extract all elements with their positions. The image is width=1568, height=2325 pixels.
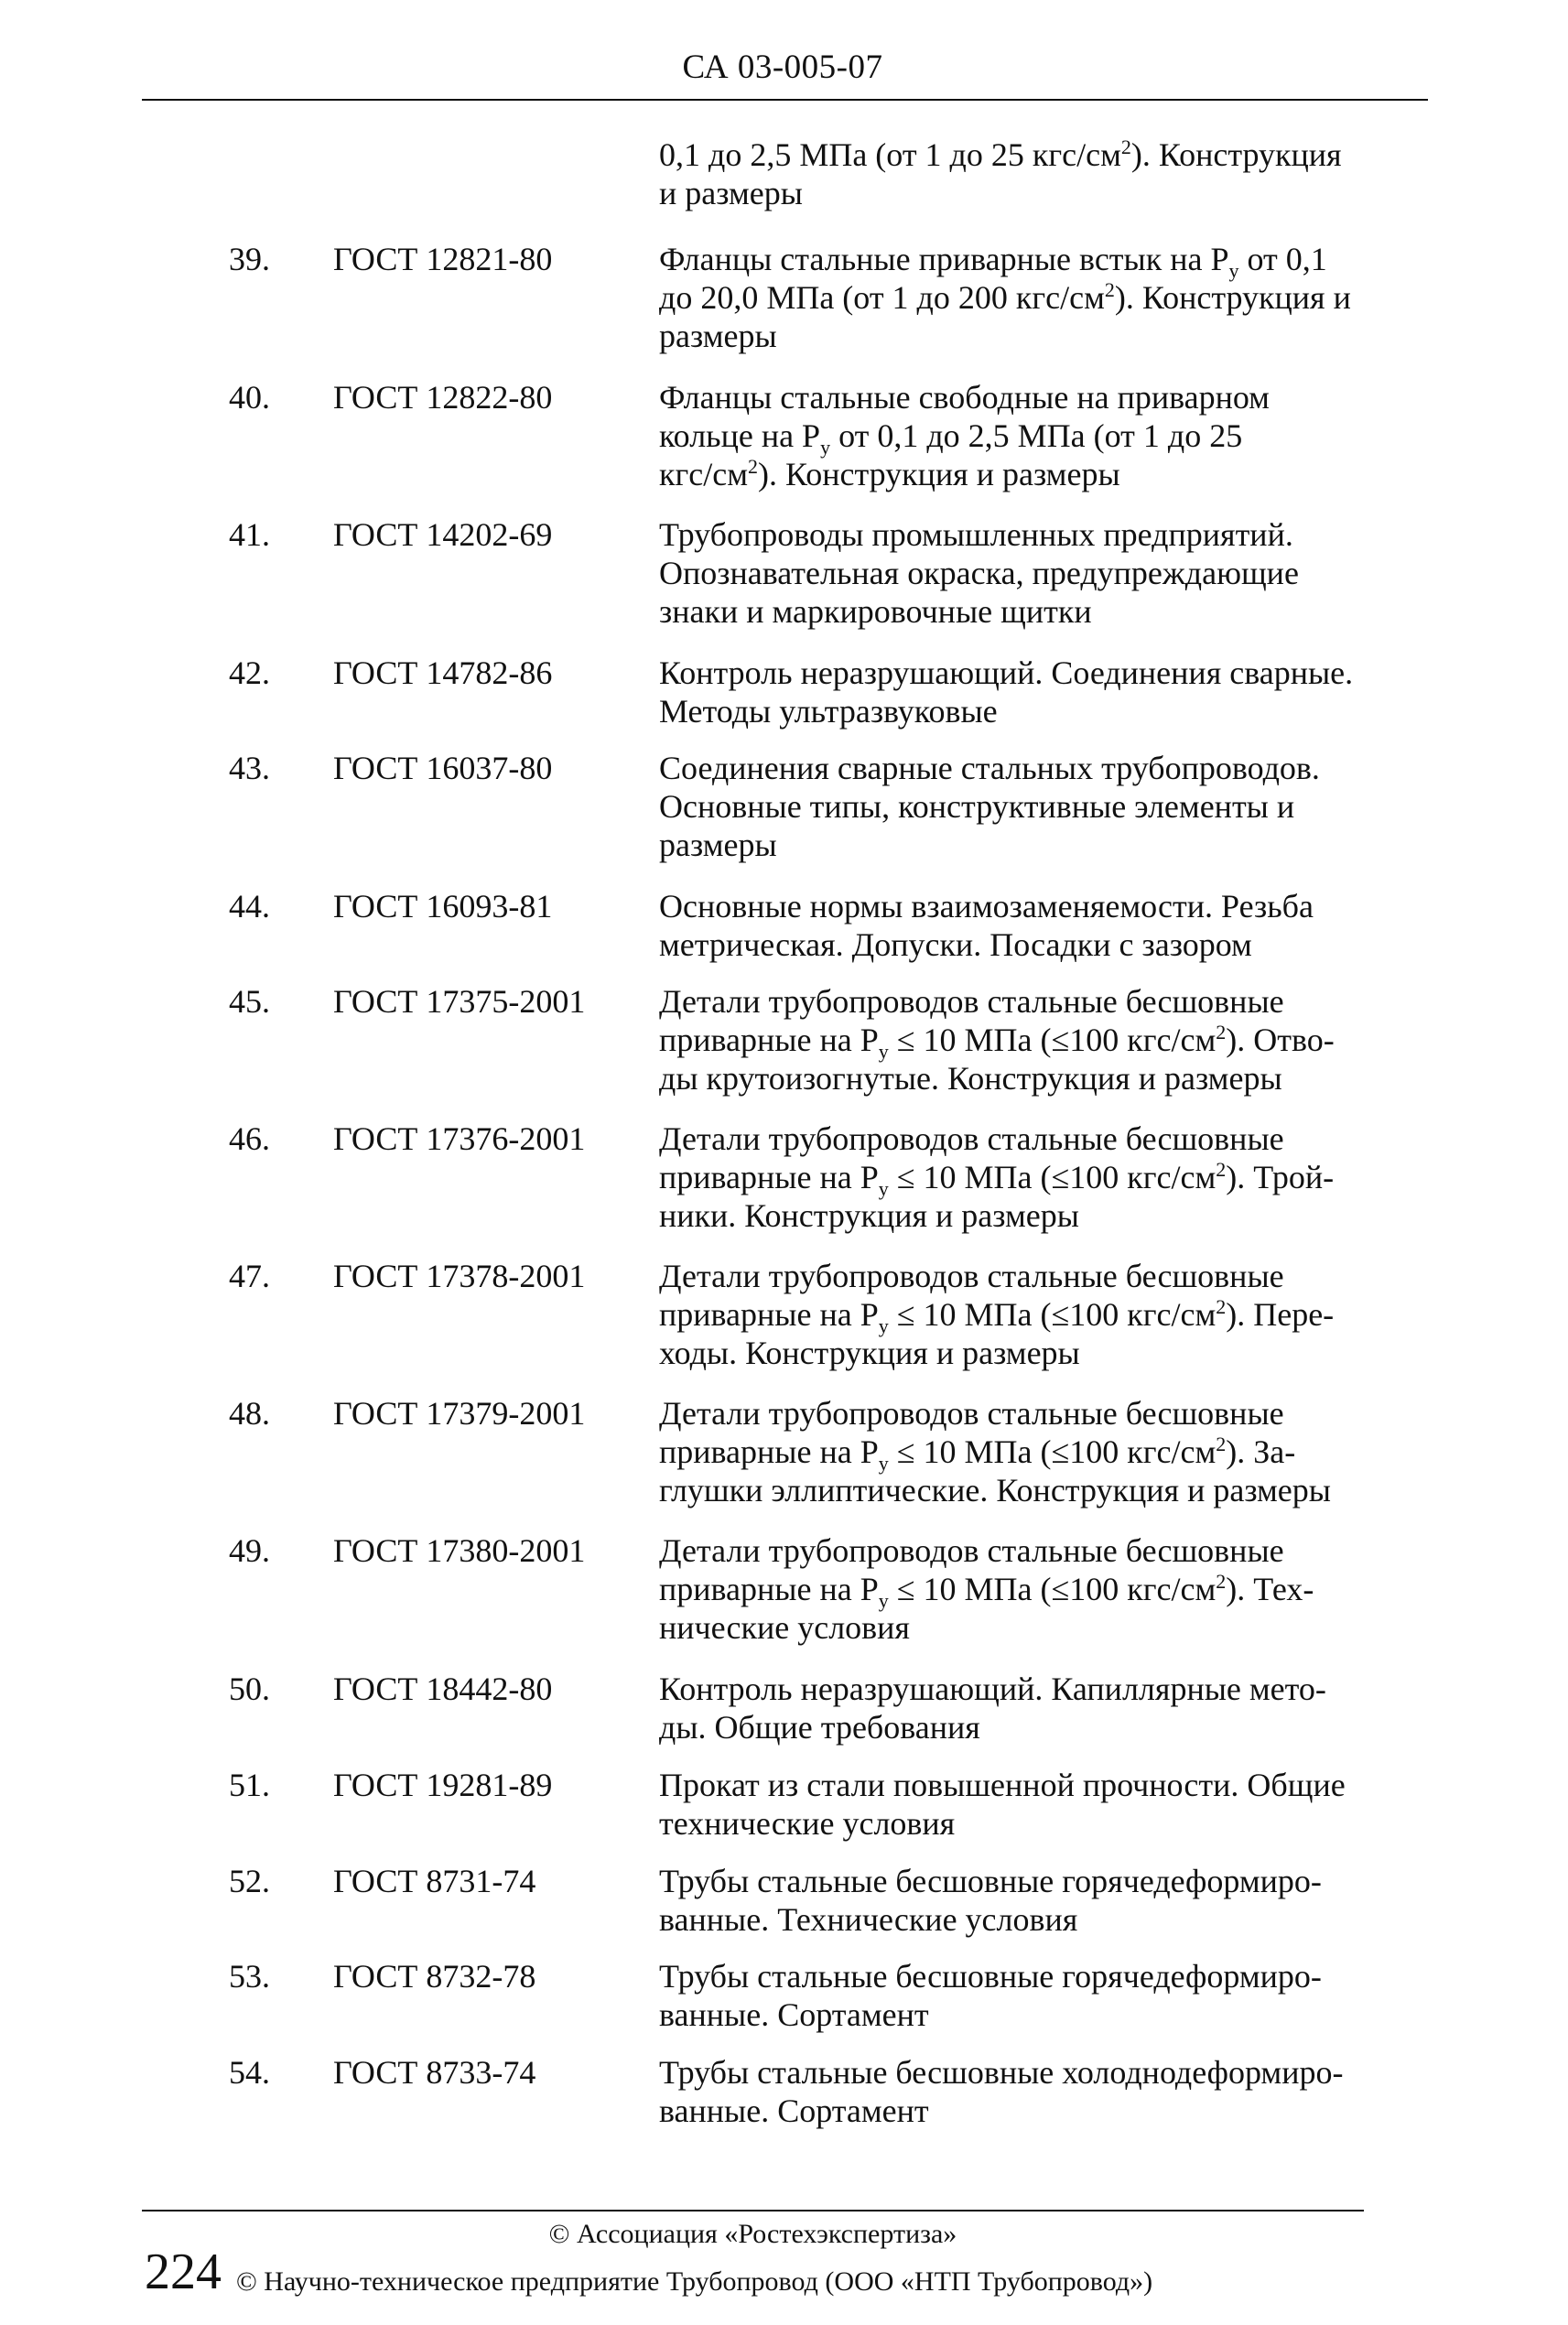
description-line: Фланцы стальные свободные на приварном [659,379,1270,416]
description-line: Прокат из стали повышенной прочности. Общие [659,1767,1346,1803]
description-line: Трубы стальные бесшовные горячедеформиро- [659,1863,1322,1899]
entry-number: 52. [229,1863,270,1899]
standard-title [659,654,1391,730]
description-line: Соединения сварные стальных трубопроводов. [659,750,1320,786]
entry-number: 53. [229,1958,270,1995]
continuation-description [659,135,1391,212]
entry-number: 54. [229,2054,270,2091]
description-line: приварные на $P_y \le 10$ МПа (≤100 кгс/$см^2$). За- [659,1433,1296,1476]
entry-number: 39. [229,241,270,277]
standard-title [659,1257,1391,1372]
standard-title [659,1119,1391,1235]
copyright-ntp-truboprovod: © Научно-техническое предприятие Трубопровод (ООО «НТП Трубопровод») [236,2266,1153,2297]
description-line: ходы. Конструкция и размеры [659,1335,1080,1371]
description-line: ванные. Сортамент [659,2092,929,2129]
standard-code: ГОСТ 8733-74 [333,2054,536,2091]
entry-number: 46. [229,1120,270,1157]
entry-number: 48. [229,1395,270,1432]
description-line: Детали трубопроводов стальные бесшовные [659,1532,1284,1569]
entry-number: 51. [229,1767,270,1803]
description-line: и размеры [659,175,803,211]
description-line: Детали трубопроводов стальные бесшовные [659,1120,1284,1157]
description-line: Контроль неразрушающий. Соединения сварные. [659,654,1354,691]
description-line: Методы ультразвуковые [659,693,998,730]
description-line: технические условия [659,1805,956,1842]
description-line: знаки и маркировочные щитки [659,593,1092,630]
document-code-header: СА 03-005-07 [682,49,883,86]
standard-code: ГОСТ 14782-86 [333,654,553,691]
description-line: Детали трубопроводов стальные бесшовные [659,1395,1284,1432]
description-line: ванные. Сортамент [659,1996,929,2033]
standard-title [659,2053,1391,2130]
entry-number: 47. [229,1258,270,1294]
standard-code: ГОСТ 16093-81 [333,888,553,925]
page-number: 224 [145,2244,222,2300]
standard-title [659,1862,1391,1939]
description-line: ники. Конструкция и размеры [659,1197,1079,1234]
standard-code: ГОСТ 8731-74 [333,1863,536,1899]
description-line: ды крутоизогнутые. Конструкция и размеры [659,1060,1282,1097]
standard-code: ГОСТ 17380-2001 [333,1532,586,1569]
entry-number: 44. [229,888,270,925]
standard-code: ГОСТ 12822-80 [333,379,553,416]
standard-code: ГОСТ 12821-80 [333,241,553,277]
description-line: метрическая. Допуски. Посадки с зазором [659,926,1252,963]
standard-title [659,515,1391,631]
description-line: Фланцы стальные приварные встык на $P_y$ от 0,1 [659,241,1327,283]
description-line: Трубы стальные бесшовные холоднодеформиро- [659,2054,1344,2091]
standard-title [659,1766,1391,1843]
standard-code: ГОСТ 18442-80 [333,1671,553,1707]
description-line: Основные нормы взаимозаменяемости. Резьба [659,888,1314,925]
entry-number: 42. [229,654,270,691]
description-line: Детали трубопроводов стальные бесшовные [659,1258,1284,1294]
standard-title [659,240,1391,355]
standard-code: ГОСТ 14202-69 [333,516,553,553]
description-line: Контроль неразрушающий. Капиллярные мето- [659,1671,1326,1707]
standard-code: ГОСТ 16037-80 [333,750,553,786]
standard-title [659,1957,1391,2034]
entry-number: 40. [229,379,270,416]
standard-title [659,749,1391,864]
description-line: 0,1 до 2,5 МПа (от 1 до 25 кгс/$см^2$). Конструкция [659,135,1342,173]
description-line: нические условия [659,1609,910,1646]
standard-code: ГОСТ 17376-2001 [333,1120,586,1157]
description-line: приварные на $P_y \le 10$ МПа (≤100 кгс/$см^2$). Трой- [659,1158,1335,1201]
description-line: Трубопроводы промышленных предприятий. [659,516,1293,553]
description-line: глушки эллиптические. Конструкция и размеры [659,1472,1331,1509]
standard-title [659,378,1391,493]
entry-number: 43. [229,750,270,786]
description-line: до 20,0 МПа (от 1 до 200 кгс/$см^2$). Конструкция и [659,278,1351,316]
entry-number: 49. [229,1532,270,1569]
footer-rule [142,2210,1364,2211]
description-line: Детали трубопроводов стальные бесшовные [659,983,1284,1020]
description-line: приварные на $P_y \le 10$ МПа (≤100 кгс/$см^2$). Отво- [659,1021,1335,1064]
standard-code: ГОСТ 19281-89 [333,1767,553,1803]
standard-code: ГОСТ 17378-2001 [333,1258,586,1294]
description-line: кольце на $P_y$ от 0,1 до 2,5 МПа (от 1 до 25 [659,417,1243,460]
standard-title [659,887,1391,964]
copyright-rostechexpertiza: © Ассоциация «Ростехэкспертиза» [548,2219,957,2249]
description-line: Трубы стальные бесшовные горячедеформиро- [659,1958,1322,1995]
standard-title [659,1394,1391,1509]
standard-code: ГОСТ 17375-2001 [333,983,586,1020]
description-line: приварные на $P_y \le 10$ МПа (≤100 кгс/$см^2$). Пере- [659,1295,1335,1338]
description-line: кгс/$см^2$). Конструкция и размеры [659,455,1120,492]
standard-code: ГОСТ 8732-78 [333,1958,536,1995]
entry-number: 41. [229,516,270,553]
description-line: ды. Общие требования [659,1709,980,1746]
standard-title [659,1531,1391,1647]
standard-title [659,982,1391,1098]
standard-code: ГОСТ 17379-2001 [333,1395,586,1432]
description-line: Опознавательная окраска, предупреждающие [659,555,1299,591]
description-line: ванные. Технические условия [659,1901,1078,1938]
standard-title [659,1670,1391,1746]
entry-number: 45. [229,983,270,1020]
entry-number: 50. [229,1671,270,1707]
description-line: приварные на $P_y \le 10$ МПа (≤100 кгс/$см^2$). Тех- [659,1570,1314,1613]
description-line: размеры [659,318,777,354]
description-line: Основные типы, конструктивные элементы и [659,788,1295,825]
description-line: размеры [659,827,777,863]
header-rule [142,99,1428,101]
